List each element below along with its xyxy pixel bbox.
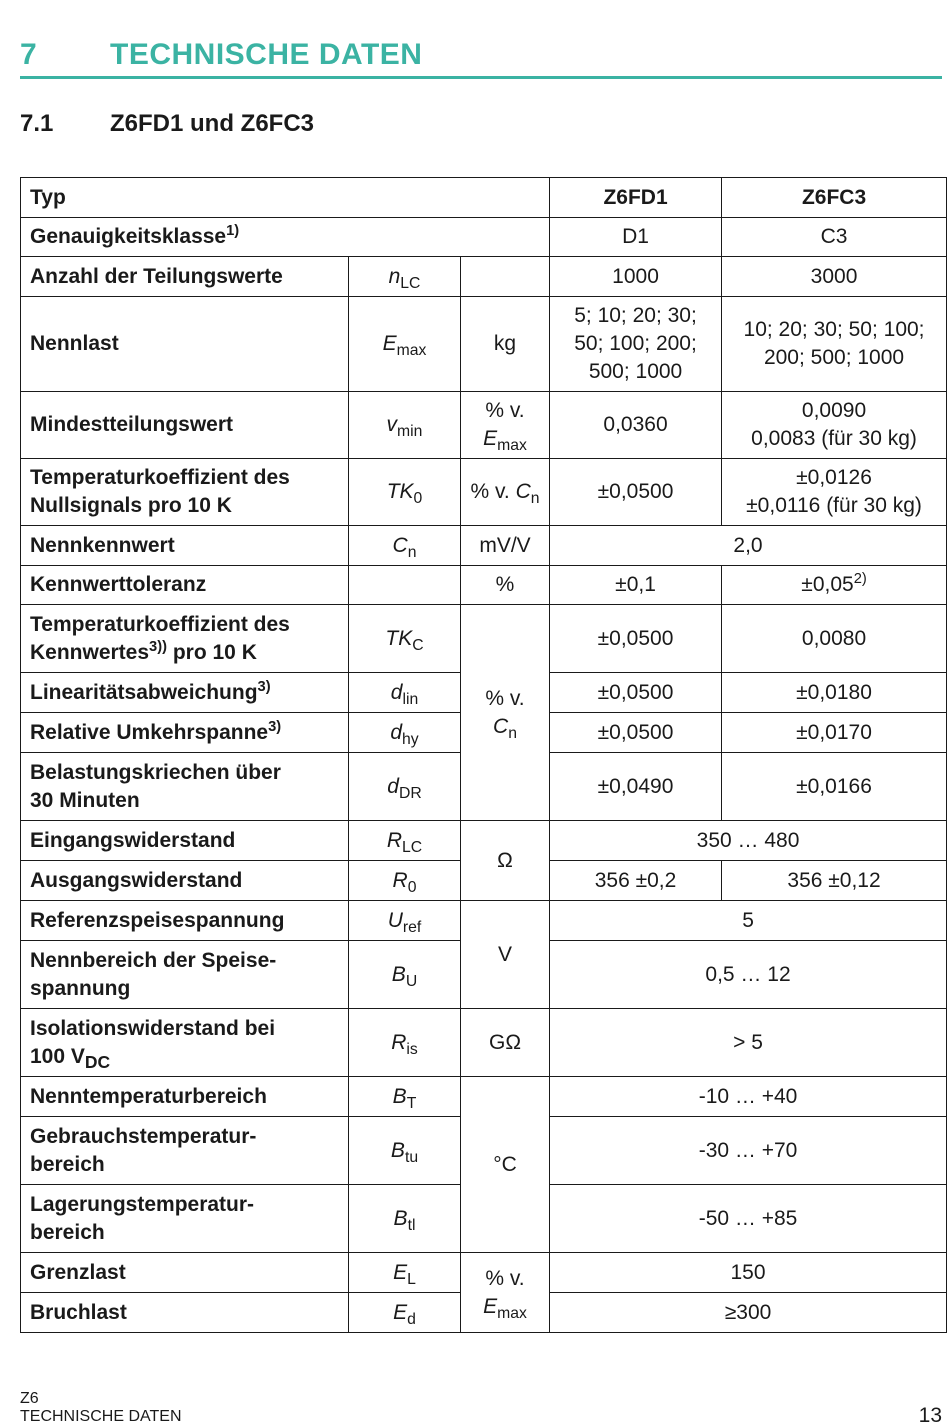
cell-value: ±0,0170 [722, 713, 947, 753]
row-symbol: $TK_C$ [349, 605, 461, 673]
cell-value: 1000 [550, 257, 722, 297]
row-symbol: $R_{is}$ [349, 1009, 461, 1077]
page-footer [20, 1390, 182, 1426]
page-number: 13 [918, 1404, 942, 1427]
cell-value: ±0,0500 [550, 459, 722, 526]
row-symbol: $U_{ref}$ [349, 901, 461, 941]
cell-value: > 5 [550, 1009, 947, 1077]
cell-value: -50 … +85 [550, 1185, 947, 1253]
group-unit-cn: % v. $C_n$ [461, 605, 550, 821]
table-row [21, 821, 947, 861]
row-label: Nennbereich der Speise- spannung [21, 941, 349, 1009]
row-symbol [349, 566, 461, 605]
row-label: Ausgangswiderstand [21, 861, 349, 901]
cell-value: ±0,0126 ±0,0116 (für 30 kg) [722, 459, 947, 526]
table-row [21, 566, 947, 605]
cell-value: ±0,0500 [550, 605, 722, 673]
cell-value: ±0,0500 [550, 713, 722, 753]
row-unit: % v. $E_{max}$ [461, 392, 550, 459]
footnote-ref: 3) [268, 718, 282, 735]
table-row [21, 1009, 947, 1077]
cell-value: ≥300 [550, 1293, 947, 1333]
row-unit: % [461, 566, 550, 605]
row-symbol: $B_{tl}$ [349, 1185, 461, 1253]
cell-value: 0,0360 [550, 392, 722, 459]
footer-chapter: TECHNISCHE DATEN [20, 1408, 182, 1425]
row-label: Nennlast [21, 297, 349, 392]
header-z6fc3: Z6FC3 [722, 178, 947, 218]
row-label: Gebrauchstemperatur- bereich [21, 1117, 349, 1185]
row-symbol: $d_{DR}$ [349, 753, 461, 821]
table-row [21, 297, 947, 392]
table-row [21, 178, 947, 218]
row-symbol: $R_0$ [349, 861, 461, 901]
chapter-title: TECHNISCHE DATEN [110, 38, 423, 71]
cell-value: $\pm 0,05^{2)}$ [722, 566, 947, 605]
row-symbol: $n_{LC}$ [349, 257, 461, 297]
cell-value: 0,5 … 12 [550, 941, 947, 1009]
cell-value: 350 … 480 [550, 821, 947, 861]
row-label: Grenzlast [21, 1253, 349, 1293]
table-row [21, 1077, 947, 1117]
row-symbol: $E_d$ [349, 1293, 461, 1333]
row-label: Lagerungstemperatur- bereich [21, 1185, 349, 1253]
cell-value: ±0,0180 [722, 673, 947, 713]
row-label: Temperaturkoeffizient des Nullsignals pro 10 K [21, 459, 349, 526]
footer-product: Z6 [20, 1390, 39, 1407]
row-label: Isolationswiderstand bei 100 $V_{DC}$ [21, 1009, 349, 1077]
header-z6fd1: Z6FD1 [550, 178, 722, 218]
section-title: Z6FD1 und Z6FC3 [110, 110, 315, 137]
cell-value: 2,0 [550, 526, 947, 566]
row-unit: mV/V [461, 526, 550, 566]
cell-value: -30 … +70 [550, 1117, 947, 1185]
row-label: Eingangswiderstand [21, 821, 349, 861]
table-row [21, 459, 947, 526]
row-symbol: $B_{tu}$ [349, 1117, 461, 1185]
row-symbol: $d_{lin}$ [349, 673, 461, 713]
row-symbol: $E_L$ [349, 1253, 461, 1293]
cell-value: 150 [550, 1253, 947, 1293]
cell-value: ±0,0166 [722, 753, 947, 821]
group-unit-ohm: Ω [461, 821, 550, 901]
row-label: Temperaturkoeffizient des Kennwertes$^{3))}$ pro 10 K [21, 605, 349, 673]
cell-value: 356 ±0,12 [722, 861, 947, 901]
header-typ: Typ [21, 178, 550, 218]
cell-value: ±0,0490 [550, 753, 722, 821]
group-unit-emax: % v. $E_{max}$ [461, 1253, 550, 1333]
row-symbol: $C_n$ [349, 526, 461, 566]
row-label: Bruchlast [21, 1293, 349, 1333]
row-symbol: $d_{hy}$ [349, 713, 461, 753]
cell-value: 3000 [722, 257, 947, 297]
cell-value: ±0,0500 [550, 673, 722, 713]
row-label: Linearitätsabweichung$^{3)}$ [21, 673, 349, 713]
cell-value: 0,0080 [722, 605, 947, 673]
cell-value: 5 [550, 901, 947, 941]
row-symbol: $E_{max}$ [349, 297, 461, 392]
cell-value: 10; 20; 30; 50; 100; 200; 500; 1000 [722, 297, 947, 392]
row-label: Referenzspeisespannung [21, 901, 349, 941]
chapter-number: 7 [20, 38, 38, 71]
row-unit [461, 257, 550, 297]
spec-table [20, 177, 947, 1333]
section-number: 7.1 [20, 110, 54, 137]
cell-value: D1 [550, 218, 722, 257]
row-label: Belastungskriechen über 30 Minuten [21, 753, 349, 821]
row-symbol: $v_{min}$ [349, 392, 461, 459]
row-symbol: $B_U$ [349, 941, 461, 1009]
table-row [21, 605, 947, 673]
row-label: Anzahl der Teilungswerte [21, 257, 349, 297]
table-row [21, 901, 947, 941]
row-label: Mindestteilungswert [21, 392, 349, 459]
row-label: Genauigkeitsklasse$^{1)}$ [21, 218, 550, 257]
table-row [21, 526, 947, 566]
row-unit: % v. $C_n$ [461, 459, 550, 526]
row-label: Relative Umkehrspanne$^{3)}$ [21, 713, 349, 753]
row-unit: GΩ [461, 1009, 550, 1077]
table-row [21, 392, 947, 459]
group-unit-celsius: °C [461, 1077, 550, 1253]
footnote-ref: 3)) [149, 638, 167, 655]
table-row [21, 257, 947, 297]
footnote-ref: 3) [257, 678, 271, 695]
row-label: Nenntemperaturbereich [21, 1077, 349, 1117]
cell-value: 0,0090 0,0083 (für 30 kg) [722, 392, 947, 459]
row-symbol: $B_T$ [349, 1077, 461, 1117]
table-row [21, 1253, 947, 1293]
group-unit-volt: V [461, 901, 550, 1009]
row-symbol: $R_{LC}$ [349, 821, 461, 861]
row-symbol: $TK_0$ [349, 459, 461, 526]
cell-value: 356 ±0,2 [550, 861, 722, 901]
cell-value: 5; 10; 20; 30; 50; 100; 200; 500; 1000 [550, 297, 722, 392]
cell-value: -10 … +40 [550, 1077, 947, 1117]
table-row [21, 218, 947, 257]
footnote-ref: 1) [226, 223, 240, 239]
row-label: Nennkennwert [21, 526, 349, 566]
cell-value: ±0,1 [550, 566, 722, 605]
row-unit: kg [461, 297, 550, 392]
cell-value: C3 [722, 218, 947, 257]
chapter-heading [20, 34, 942, 79]
footnote-ref: 2) [853, 571, 867, 587]
row-label: Kennwerttoleranz [21, 566, 349, 605]
